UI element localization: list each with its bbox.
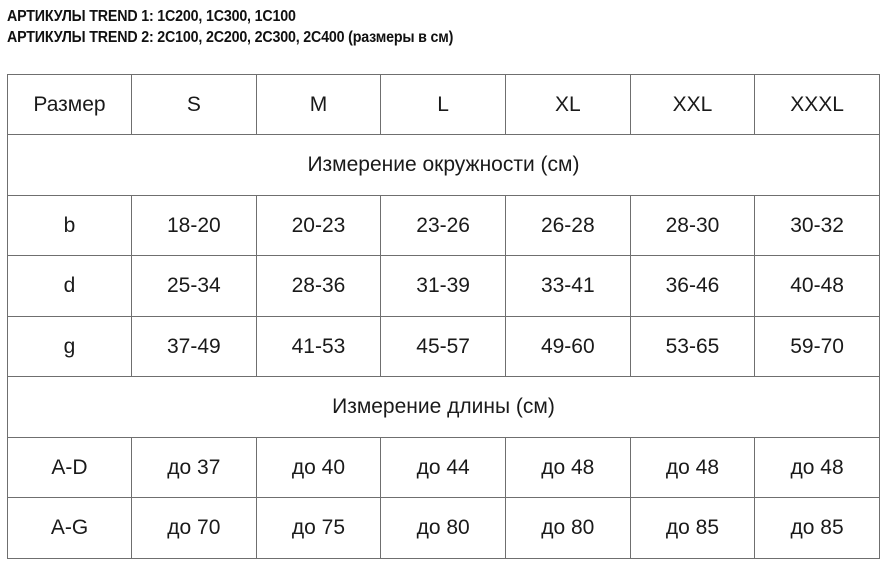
section-title: Измерение окружности (см) — [8, 135, 880, 196]
table-cell: 49-60 — [505, 317, 630, 377]
article-line-trend-2: АРТИКУЛЫ TREND 2: 2С100, 2С200, 2С300, 2С400 (размеры в см) — [7, 29, 454, 46]
table-cell: 40-48 — [755, 256, 880, 317]
table-cell: 18-20 — [132, 196, 257, 256]
table-cell: до 75 — [256, 498, 381, 559]
table-cell: до 37 — [132, 438, 257, 498]
column-header: L — [381, 75, 506, 135]
row-label: g — [8, 317, 132, 377]
table-cell: до 70 — [132, 498, 257, 559]
table-row — [8, 196, 880, 256]
column-header: S — [132, 75, 257, 135]
column-header: M — [256, 75, 381, 135]
table-cell: до 44 — [381, 438, 506, 498]
column-header: XXXL — [755, 75, 880, 135]
table-cell: 28-36 — [256, 256, 381, 317]
row-label: A-G — [8, 498, 132, 559]
row-label: d — [8, 256, 132, 317]
table-cell: до 80 — [381, 498, 506, 559]
section-row-circumference — [8, 135, 880, 196]
table-cell: 31-39 — [381, 256, 506, 317]
size-chart-table — [7, 74, 880, 559]
table-cell: 59-70 — [755, 317, 880, 377]
table-row — [8, 317, 880, 377]
section-title: Измерение длины (см) — [8, 377, 880, 438]
table-cell: до 40 — [256, 438, 381, 498]
table-cell: 30-32 — [755, 196, 880, 256]
table-cell: 36-46 — [630, 256, 755, 317]
table-cell: 20-23 — [256, 196, 381, 256]
section-row-length — [8, 377, 880, 438]
column-header: XXL — [630, 75, 755, 135]
table-cell: 28-30 — [630, 196, 755, 256]
table-header-row — [8, 75, 880, 135]
row-label: A-D — [8, 438, 132, 498]
header — [7, 6, 453, 48]
table-cell: 25-34 — [132, 256, 257, 317]
table-row — [8, 498, 880, 559]
table-cell: до 48 — [505, 438, 630, 498]
table-cell: 33-41 — [505, 256, 630, 317]
table-cell: 37-49 — [132, 317, 257, 377]
table-cell: 26-28 — [505, 196, 630, 256]
column-header: XL — [505, 75, 630, 135]
table-row — [8, 256, 880, 317]
row-label: b — [8, 196, 132, 256]
table-cell: до 48 — [630, 438, 755, 498]
table-row — [8, 438, 880, 498]
table-cell: до 85 — [755, 498, 880, 559]
table-cell: до 80 — [505, 498, 630, 559]
table-cell: 23-26 — [381, 196, 506, 256]
table-cell: 53-65 — [630, 317, 755, 377]
table-cell: 45-57 — [381, 317, 506, 377]
table-cell: до 85 — [630, 498, 755, 559]
table-cell: до 48 — [755, 438, 880, 498]
article-line-trend-1: АРТИКУЛЫ TREND 1: 1С200, 1С300, 1С100 — [7, 8, 296, 25]
table-cell: 41-53 — [256, 317, 381, 377]
column-header: Размер — [8, 75, 132, 135]
